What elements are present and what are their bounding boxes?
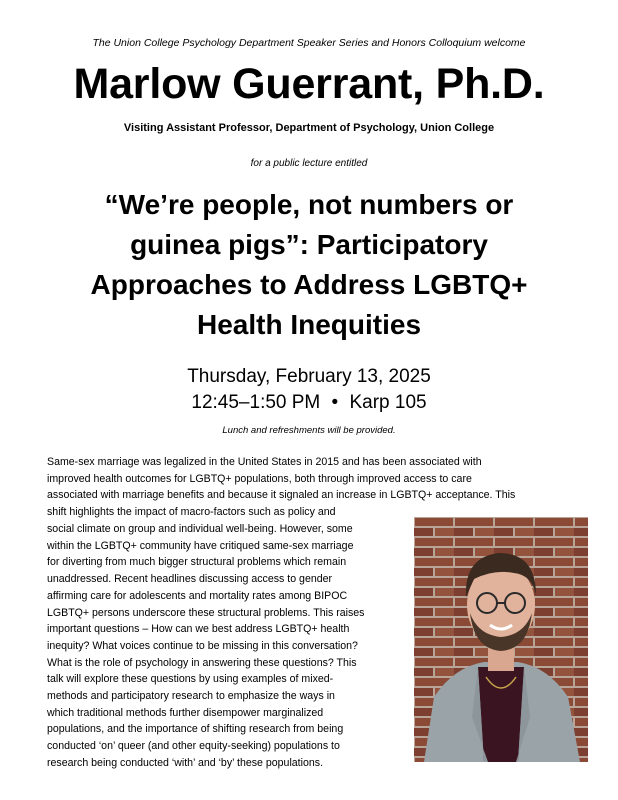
abstract-wrapped [47, 521, 364, 772]
lunch-note: Lunch and refreshments will be provided. [222, 425, 396, 436]
speaker-photo [414, 517, 588, 762]
abstract-line: important questions – How can we best address LGBTQ+ health [47, 623, 350, 636]
abstract-line: LGBTQ+ persons underscore these structural problems. This raises [47, 606, 365, 619]
abstract-line: talk will explore these questions by using examples of mixed- [47, 673, 334, 686]
lecture-title [60, 185, 558, 345]
speaker-name: Marlow Guerrant, Ph.D. [73, 60, 545, 108]
abstract-line: What is the role of psychology in answering these questions? This [47, 656, 357, 669]
abstract-line: social climate on group and individual well-being. However, some [47, 523, 353, 535]
abstract-line: associated with marriage benefits and because it signaled an increase in LGBTQ+ acceptance. This [47, 489, 516, 502]
event-date: Thursday, February 13, 2025 [187, 366, 431, 387]
abstract-line: affirming care for adolescents and mortality rates among BIPOC [47, 589, 348, 602]
title-line: Health Inequities [196, 309, 422, 340]
abstract-line: which traditional methods further disempower marginalized [47, 706, 324, 719]
separator-bullet: • [331, 392, 339, 413]
event-time: 12:45–1:50 PM [191, 392, 321, 413]
abstract-line: methods and participatory research to emphasize the ways in [47, 690, 335, 703]
abstract-line: unaddressed. Recent headlines discussing access to gender [47, 573, 333, 586]
abstract-line: Same-sex marriage was legalized in the United States in 2015 and has been associated with [47, 456, 482, 468]
abstract-line: improved health outcomes for LGBTQ+ populations, both through improved access to care [47, 472, 472, 485]
abstract-top [47, 454, 515, 521]
speaker-affiliation: Visiting Assistant Professor, Department of Psychology, Union College [123, 122, 495, 134]
event-time-location [0, 390, 618, 416]
abstract-line: within the LGBTQ+ community have critiqued same-sex marriage [47, 539, 354, 552]
abstract-line: research being conducted ‘with’ and ‘by’ these populations. [47, 756, 324, 769]
abstract-line: shift highlights the impact of macro-factors such as policy and [47, 506, 336, 519]
abstract-line: for diverting from much bigger structural problems which remain [47, 556, 347, 569]
event-location: Karp 105 [349, 392, 427, 413]
title-line: “We’re people, not numbers or [104, 189, 514, 220]
abstract-line: inequity? What voices continue to be missing in this conversation? [47, 639, 358, 652]
title-line: guinea pigs”: Participatory [130, 229, 488, 260]
abstract-line: conducted ‘on’ queer (and other equity-seeking) populations to [47, 740, 340, 753]
abstract-line: populations, and the importance of shifting research from being [47, 723, 344, 736]
entitled-line: for a public lecture entitled [250, 158, 368, 169]
title-line: Approaches to Address LGBTQ+ [90, 269, 528, 300]
intro-line: The Union College Psychology Department Speaker Series and Honors Colloquium welcome [92, 37, 526, 49]
